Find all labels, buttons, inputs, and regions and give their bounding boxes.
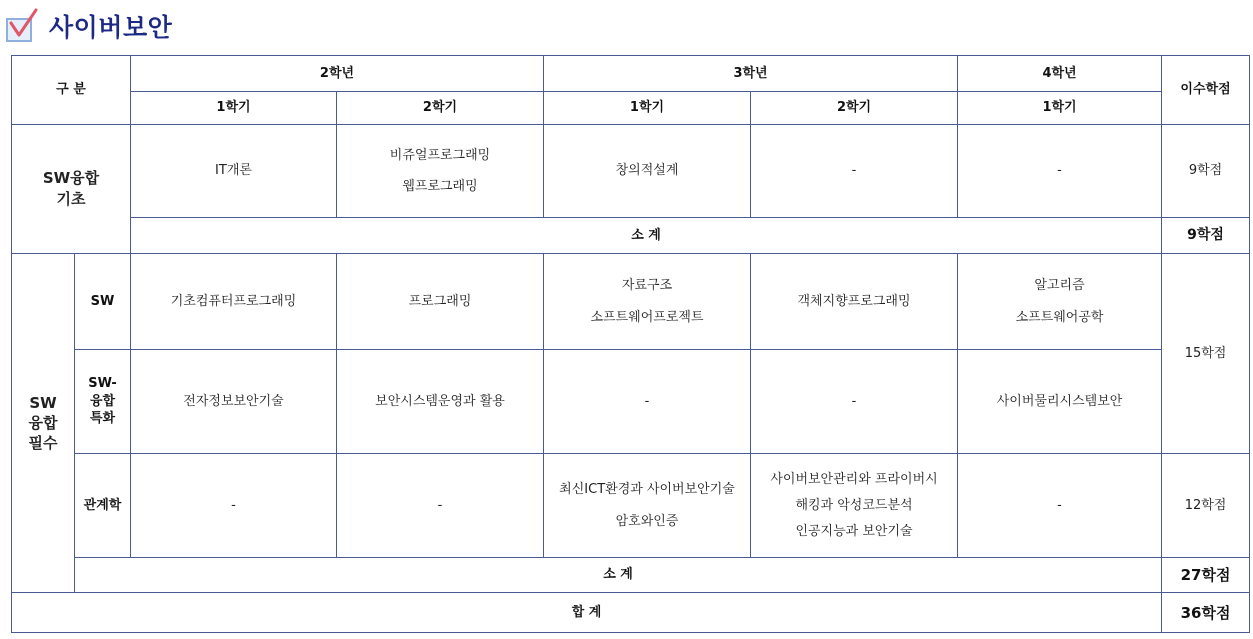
title-row <box>5 6 172 46</box>
row-label-related: 관계학 <box>75 454 131 558</box>
checkbox-check-icon <box>5 8 39 44</box>
course-cell: 전자정보보안기술 <box>131 350 337 454</box>
header-credits: 이수학점 <box>1162 56 1250 125</box>
course-cell: - <box>958 125 1162 218</box>
total-label: 합 계 <box>12 593 1162 633</box>
required-label: SW 융합 필수 <box>12 254 75 593</box>
course-cell: - <box>337 454 544 558</box>
course-cell: 객체지향프로그래밍 <box>751 254 958 350</box>
subtotal-label: 소 계 <box>131 218 1162 254</box>
basic-row <box>12 125 1250 218</box>
course-cell: - <box>751 125 958 218</box>
course-cell: 비쥬얼프로그래밍 웹프로그래밍 <box>337 125 544 218</box>
header-semester: 2학기 <box>337 92 544 125</box>
credits-cell: 9학점 <box>1162 125 1250 218</box>
course-cell: - <box>751 350 958 454</box>
subtotal-credits: 9학점 <box>1162 218 1250 254</box>
row-label-sw-convergence: SW-융합특화 <box>75 350 131 454</box>
course-cell: - <box>131 454 337 558</box>
course-cell: 사이버보안관리와 프라이버시 해킹과 악성코드분석 인공지능과 보안기술 <box>751 454 958 558</box>
required-row-sw <box>12 254 1250 350</box>
course-cell: 프로그래밍 <box>337 254 544 350</box>
header-year-2: 2학년 <box>131 56 544 92</box>
required-subtotal-row <box>12 558 1250 593</box>
header-semester: 1학기 <box>544 92 751 125</box>
header-semester: 1학기 <box>131 92 337 125</box>
course-cell: 사이버물리시스템보안 <box>958 350 1162 454</box>
basic-subtotal-row <box>12 218 1250 254</box>
header-row-years <box>12 56 1250 92</box>
credits-cell: 12학점 <box>1162 454 1250 558</box>
total-row <box>12 593 1250 633</box>
course-cell: IT개론 <box>131 125 337 218</box>
header-semester: 1학기 <box>958 92 1162 125</box>
required-row-related <box>12 454 1250 558</box>
total-credits: 36학점 <box>1162 593 1250 633</box>
course-cell: 보안시스템운영과 활용 <box>337 350 544 454</box>
header-year-3: 3학년 <box>544 56 958 92</box>
course-cell: 창의적설계 <box>544 125 751 218</box>
curriculum-table <box>11 55 1250 633</box>
header-category: 구 분 <box>12 56 131 125</box>
course-cell: - <box>544 350 751 454</box>
page-title: 사이버보안 <box>49 13 173 42</box>
course-cell: - <box>958 454 1162 558</box>
subtotal-credits: 27학점 <box>1162 558 1250 593</box>
header-semester: 2학기 <box>751 92 958 125</box>
credits-cell: 15학점 <box>1162 254 1250 454</box>
required-row-sw-convergence <box>12 350 1250 454</box>
header-year-4: 4학년 <box>958 56 1162 92</box>
header-row-semesters <box>12 92 1250 125</box>
course-cell: 자료구조 소프트웨어프로젝트 <box>544 254 751 350</box>
course-cell: 알고리즘 소프트웨어공학 <box>958 254 1162 350</box>
row-label-sw: SW <box>75 254 131 350</box>
subtotal-label: 소 계 <box>75 558 1162 593</box>
course-cell: 기초컴퓨터프로그래밍 <box>131 254 337 350</box>
basic-label: SW융합 기초 <box>12 125 131 254</box>
course-cell: 최신ICT환경과 사이버보안기술 암호와인증 <box>544 454 751 558</box>
